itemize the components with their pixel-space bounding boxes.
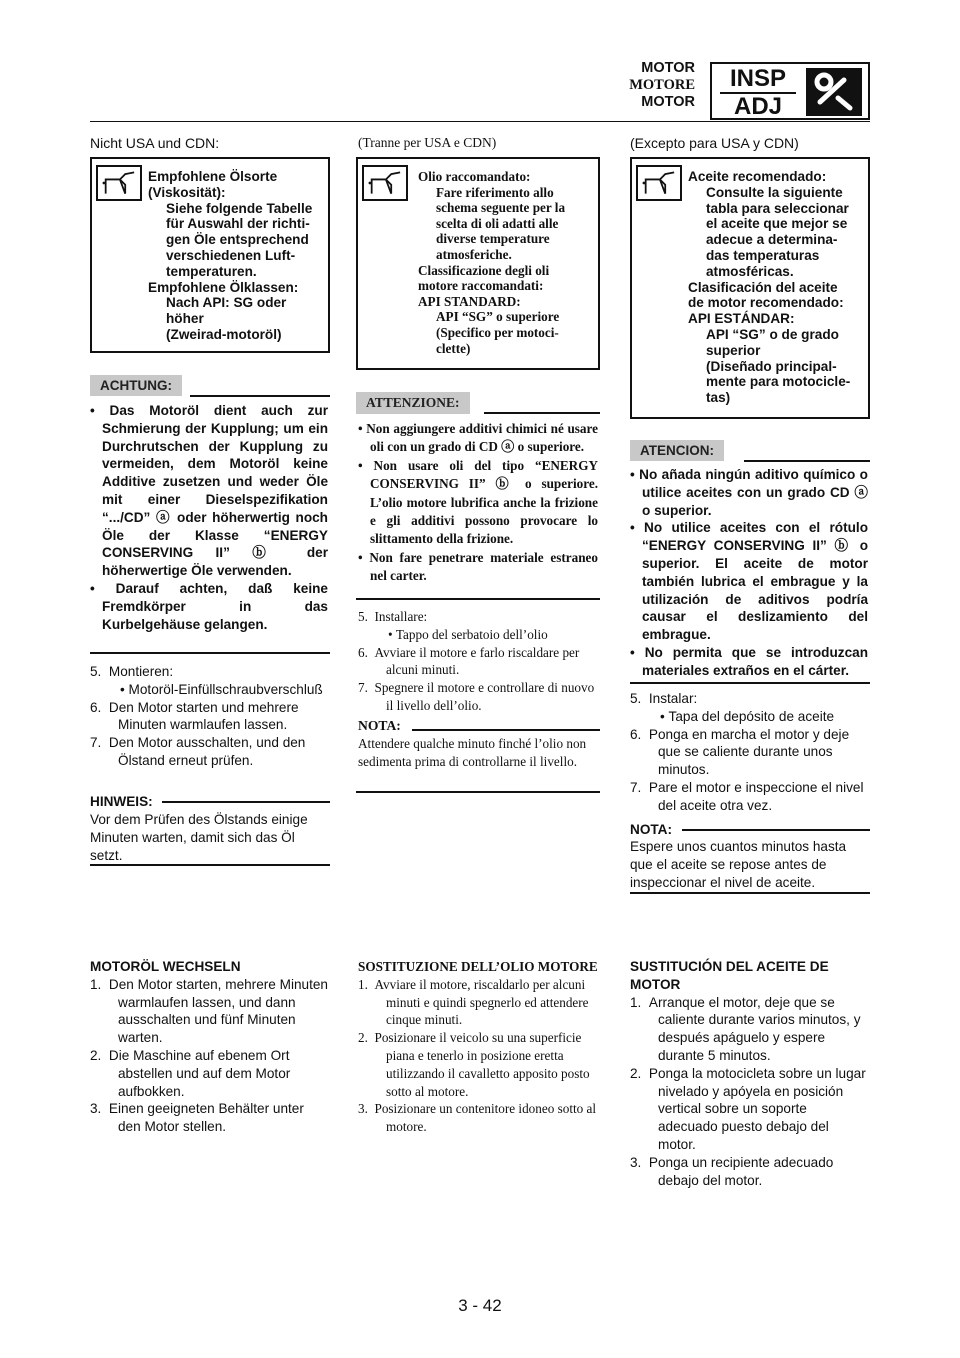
oil-change-it (358, 958, 598, 1136)
heading-es: MOTOR (641, 94, 695, 110)
oil-box-line: atmosferiche. (436, 246, 512, 262)
oil-box-line: (Diseñado principal- (706, 358, 837, 374)
badge-adj: ADJ (733, 93, 782, 120)
oil-change-es (630, 958, 870, 1189)
oil-box-line: Empfohlene Ölsorte (148, 169, 278, 184)
caution-header-es (630, 440, 870, 462)
step: 5. Instalar: (630, 691, 698, 706)
step: 6. Ponga en marcha el motor y deje que se caliente durante unos minutos. (630, 726, 850, 778)
step: 2. Ponga la motocicleta sobre un lugar nivelado y apóyela en posición vertical sobre un soporte adecuado puesto debajo del motor. (630, 1065, 866, 1152)
oil-box-line: scelta di oli adatti alle (436, 215, 559, 231)
caution-end-rule (90, 652, 330, 654)
oil-box-line: Fare riferimento allo (436, 184, 554, 200)
oil-box-line: Consulte la siguiente (706, 184, 843, 200)
oil-can-icon (96, 165, 142, 201)
wrench-icon (806, 68, 862, 116)
caution-item: • Das Motoröl dient auch zur Schmierung der Kupplung; um ein Durchrutschen der Kupplung zu vermeiden, dem Motoröl keine Additive zusetzen und weder Öle mit einer Dieselspezifikation “.../CD” ⓐ oder höherwertig noch Öle der Klasse “ENERGY CONSERVING II” ⓑ der höherwertige Öle verwenden. (90, 403, 328, 579)
step: 6. Avviare il motore e farlo riscaldare per alcuni minuti. (358, 644, 580, 678)
oil-box-line: Nach API: SG oder (166, 295, 287, 311)
note-rule (682, 829, 870, 831)
step-sub: • Motoröl-Einfüllschraubverschluß (120, 681, 323, 697)
oil-box-line: Empfohlene Ölklassen: (148, 279, 299, 295)
oil-box-line: de motor recomendado: (688, 295, 844, 311)
caution-item: • No añada ningún aditivo químico o utilice aceites con un grado CD ⓐ o superior. (630, 467, 868, 518)
oil-can-icon (362, 165, 408, 201)
oil-box-line: API STANDARD: (418, 293, 521, 309)
oil-box-line: mente para motocicle- (706, 374, 851, 390)
scope-de: Nicht USA und CDN: (90, 135, 220, 151)
step: 7. Den Motor ausschalten, und den Ölstand erneut prüfen. (90, 735, 306, 768)
oil-box-line: motore raccomandati: (418, 278, 544, 294)
step: 3. Posizionare un contenitore idoneo sotto al motore. (358, 1101, 597, 1135)
step: 1. Avviare il motore, riscaldarlo per alcuni minuti e quindi spegnerlo ed attendere cinque minuti. (358, 976, 589, 1028)
steps-es (630, 690, 870, 815)
oil-box-line: tabla para seleccionar (706, 200, 849, 216)
oil-box-line: temperaturen. (166, 263, 257, 279)
oil-box-line: API “SG” o de grado (706, 326, 839, 342)
oil-box-line: Aceite recomendado: (688, 169, 827, 184)
note-text-de: Vor dem Prüfen des Ölstands einige Minuten warten, damit sich das Öl setzt. (90, 812, 308, 863)
step: 7. Pare el motor e inspeccione el nivel del aceite otra vez. (630, 779, 864, 813)
caution-item: • Non fare penetrare materiale estraneo nel carter. (358, 549, 598, 584)
caution-rule (190, 395, 330, 397)
caution-list-it (358, 420, 598, 586)
oil-box-line: tas) (706, 390, 731, 406)
step: 6. Den Motor starten und mehrere Minuten warmlaufen lassen. (90, 699, 299, 733)
page-number: 3 - 42 (458, 1296, 502, 1315)
oil-box-line: (Zweirad-motoröl) (166, 326, 282, 342)
caution-rule (484, 412, 600, 414)
caution-label: ATENCION: (630, 440, 724, 461)
oil-box-de (90, 157, 330, 353)
oil-box-line: el aceite que mejor se (706, 216, 848, 232)
chapter-headings (560, 60, 695, 111)
oil-box-line: (Specifico per motoci- (436, 324, 559, 340)
oil-box-line: Olio raccomandato: (418, 169, 531, 184)
note-text-es: Espere unos cuantos minutos hasta que el aceite se repose antes de inspeccionar el nivel de aceite. (630, 839, 847, 890)
oil-box-line: API “SG” o superiore (436, 309, 560, 325)
oil-box-line: Classificazione degli oli (418, 262, 550, 278)
note-end-rule (90, 864, 330, 866)
step: 5. Montieren: (90, 664, 174, 679)
oil-box-line: clette) (436, 340, 471, 356)
oil-box-line: Siehe folgende Tabelle (166, 200, 313, 216)
step: 2. Die Maschine auf ebenem Ort abstellen und auf dem Motor aufbokken. (90, 1047, 291, 1099)
note-end-rule (630, 892, 870, 894)
oil-box-line: schema seguente per la (436, 200, 566, 216)
caution-list-es (630, 466, 868, 680)
caution-header-it (356, 392, 600, 414)
section-title: SUSTITUCIÓN DEL ACEITE DE MOTOR (630, 959, 829, 992)
caution-end-rule (356, 598, 600, 600)
header-rule (90, 121, 870, 122)
caution-label: ATTENZIONE: (356, 392, 470, 414)
step: 7. Spegnere il motore e controllare di nuovo il livello dell’olio. (358, 680, 595, 713)
oil-box-line: adecue a determina- (706, 232, 838, 248)
heading-it: MOTORE (629, 77, 695, 93)
caution-label: ACHTUNG: (90, 375, 182, 396)
caution-item: • No permita que se introduzcan materiales extraños en el cárter. (630, 644, 868, 678)
step: 5. Installare: (358, 609, 428, 624)
caution-item: • No utilice aceites con el rótulo “ENERGY CONSERVING II” ⓑ o superior. El aceite de motor también lubrica el embrague y la utilización de aditivos podría causar el deslizamiento del embrague. (630, 520, 868, 643)
oil-box-line: Clasificación del aceite (688, 279, 838, 295)
scope-es: (Excepto para USA y CDN) (630, 135, 799, 151)
oil-can-icon (636, 165, 682, 201)
steps-de (90, 663, 330, 770)
step: 3. Ponga un recipiente adecuado debajo del motor. (630, 1154, 834, 1188)
oil-box-line: gen Öle entsprechend (166, 232, 309, 248)
oil-box-line: verschiedenen Luft- (166, 247, 296, 263)
insp-adj-badge (710, 62, 870, 120)
oil-box-line: das temperaturas (706, 247, 820, 263)
step: 3. Einen geeigneten Behälter unter den Motor stellen. (90, 1101, 304, 1135)
steps-it (358, 608, 598, 715)
heading-de: MOTOR (641, 60, 695, 76)
note-rule (162, 801, 330, 803)
note-text-it: Attendere qualche minuto finché l’olio non sedimenta prima di controllarne il livello. (358, 736, 587, 769)
oil-box-line: diverse temperature (436, 231, 550, 247)
caution-item: • Non usare oli del tipo “ENERGY CONSERVING II” ⓑ o superiore. L’olio motore lubrifica anche la frizione e gli additivi possono provocare lo slittamento della frizione. (358, 457, 598, 547)
step: 1. Den Motor starten, mehrere Minuten warmlaufen lassen, und dann ausschalten und fünf Minuten warten. (90, 976, 328, 1046)
caution-item: • Non aggiungere additivi chimici né usare oli con un grado di CD ⓐ o superiore. (358, 421, 598, 455)
caution-end-rule (630, 682, 870, 684)
section-title: SOSTITUZIONE DELL’OLIO MOTORE (358, 959, 598, 974)
oil-box-es (630, 157, 870, 419)
oil-box-it (356, 157, 600, 370)
oil-box-line: superior (706, 342, 761, 358)
oil-box-line: höher (166, 311, 204, 327)
step-sub: • Tappo del serbatoio dell’olio (388, 626, 548, 642)
section-title: MOTORÖL WECHSELN (90, 959, 241, 974)
badge-insp: INSP (729, 65, 786, 92)
step: 2. Posizionare il veicolo su una superficie piana e tenerlo in posizione eretta utilizzando il cavalletto apposito posto sotto al motore. (358, 1030, 590, 1099)
oil-box-line: atmosféricas. (706, 263, 794, 279)
step: 1. Arranque el motor, deje que se caliente durante varios minutos, y después apáguelo y espere durante 5 minutos. (630, 994, 861, 1063)
caution-rule (744, 460, 870, 462)
note-rule (412, 729, 600, 731)
step-sub: • Tapa del depósito de aceite (660, 708, 835, 724)
scope-it: (Tranne per USA e CDN) (358, 135, 497, 150)
oil-box-line: für Auswahl der richti- (166, 216, 310, 232)
caution-header-de (90, 375, 330, 397)
note-label-es: NOTA: (630, 822, 673, 837)
oil-change-de (90, 958, 330, 1136)
oil-box-line: (Viskosität): (148, 184, 226, 200)
note-label-de: HINWEIS: (90, 794, 153, 809)
caution-list-de (90, 402, 328, 633)
oil-box-line: API ESTÁNDAR: (688, 311, 795, 327)
note-label-it: NOTA: (358, 718, 401, 733)
caution-item: • Darauf achten, daß keine Fremdkörper in das Kurbelgehäuse gelangen. (90, 580, 328, 632)
note-end-rule (356, 791, 600, 793)
